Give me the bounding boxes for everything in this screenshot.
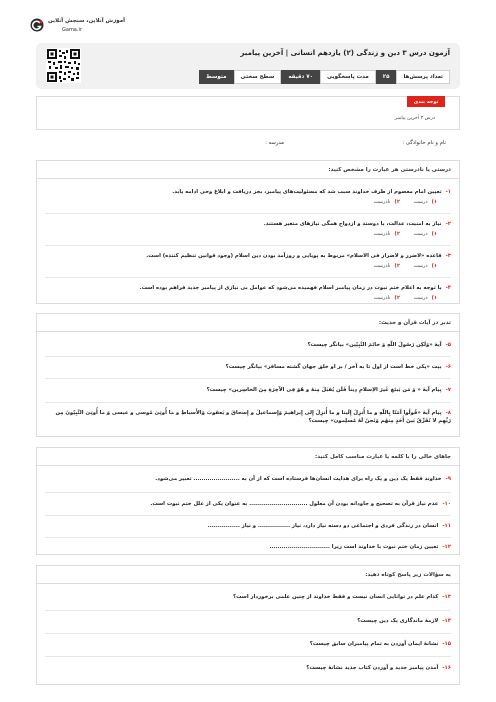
question-text (43, 617, 451, 625)
notes-text: درس ۳ آخرین پیامبر (394, 116, 435, 121)
section-header (37, 448, 459, 466)
question-text (43, 522, 451, 530)
option-false[interactable]: ۲)نادرست (373, 199, 400, 205)
info-duration-value: ۷۰ دقیقه (281, 70, 320, 84)
option-true[interactable]: ۱)درست (413, 263, 437, 269)
notes-panel (36, 96, 460, 130)
divider (45, 537, 451, 538)
question-body: آیهٔ «وَلٰکِن رَسُولَ اللّهِ وَ خاتَمَ النَّبِیّین» بیانگر چیست؟ (307, 342, 442, 348)
option-true[interactable]: ۱)درست (413, 199, 437, 205)
question-text (43, 593, 451, 601)
question-text (43, 284, 451, 292)
question-number: ۱۵- (442, 641, 451, 647)
gama-logo-icon (30, 18, 44, 32)
option-true[interactable]: ۱)درست (413, 295, 437, 301)
info-questions-label: تعداد پرسش‌ها (396, 70, 450, 84)
question-item (43, 640, 451, 648)
info-difficulty-label: سطح سختی (234, 70, 282, 84)
divider (45, 656, 451, 657)
exam-title: آزمون درس ۳ دین و زندگی (۲) یازدهم انسانی | آخرین پیامبر (240, 49, 450, 57)
question-text (43, 363, 451, 371)
divider (45, 633, 451, 634)
question-number: ۶- (445, 364, 451, 370)
info-difficulty-value: متوسط (199, 70, 233, 84)
brand-site: Gama.ir (62, 27, 82, 33)
question-item (43, 522, 451, 530)
question-body: انسان در زندگی فردی و اجتماعی دو دسته نیاز دارد، نیاز ................ و نیاز ................ (207, 523, 439, 529)
divider (45, 245, 451, 246)
question-item (43, 386, 451, 394)
question-number: ۱- (445, 189, 451, 195)
question-number: ۷- (445, 387, 451, 393)
divider (45, 378, 451, 379)
answer-options (43, 295, 451, 301)
option-false[interactable]: ۲)نادرست (373, 231, 400, 237)
question-body: پیام آیهٔ « وَ مَن یَبتَغِ غَیرَ الاِسلامِ دِیناً فَلَن یُقبَلَ مِنهُ و هُوَ فِی الآخِرَةِ مِنَ الخاسِرین» چیست؟ (206, 387, 442, 393)
question-text (43, 664, 451, 672)
question-body: قاعده «لاضرر و لاضرار فی الاسلام» مربوط به پویایی و روزآمد بودن دین اسلام (وجود قوانین تنظیم کننده) است. (146, 253, 442, 259)
section-title: تدبر در آیات قرآن و حدیث: (378, 320, 451, 326)
question-body: تعیین زمان ختم نبوت با خداوند است زیرا .............................. (269, 544, 439, 550)
info-duration-label: مدت پاسخگویی (320, 70, 376, 84)
question-item (43, 284, 451, 301)
question-body: نیاز به امنیت، عدالت، با دوستد و ازدواج همگی نیازهای متغیر هستند. (263, 221, 442, 227)
question-item (43, 341, 451, 349)
question-item (43, 664, 451, 672)
question-number: ۳- (445, 253, 451, 259)
question-body: با توجه به اعلام ختم نبوت در زمان پیامبر اسلام فهمیده می‌شود که عوامل بی نیازی از پیامبر جدید فراهم بوده است. (139, 285, 442, 291)
divider (45, 492, 451, 493)
question-text (43, 386, 451, 394)
option-false[interactable]: ۲)نادرست (373, 263, 400, 269)
question-number: ۱۴- (442, 618, 451, 624)
question-text (43, 640, 451, 648)
question-body: تعیین امام معصوم از طرف خداوند سبب شد که مسئولیت‌های پیامبر، بجز دریافت و ابلاغ وحی ادامه یابد. (172, 189, 442, 195)
question-number: ۲- (445, 221, 451, 227)
question-body: کدام علم در توانایی انسان نیست و فقط خداوند از چنین علمی برخوردار است؟ (233, 594, 439, 600)
brand-name: آموزش آنلاین، سنجش آنلاین (48, 18, 126, 24)
section-short-answer (36, 565, 460, 685)
question-item (43, 188, 451, 205)
section-header (37, 161, 459, 179)
option-true[interactable]: ۱)درست (413, 231, 437, 237)
divider (45, 356, 451, 357)
answer-options (43, 199, 451, 205)
section-quran (36, 313, 460, 437)
student-name-label: نام و نام خانوادگی : (402, 140, 446, 146)
question-number: ۸- (445, 410, 451, 416)
section-header (37, 566, 459, 584)
school-label: مدرسه : (265, 140, 284, 146)
question-body: پیام آیهٔ «قُولُوا آمَنّا بِاللّهِ و ما أُنزِلَ إِلَینا و ما أُنزِلَ إِلی إِبراهیمَ وَإِسماعیلَ و إِسحاقَ و یَعقوبَ وَالأَسباطِ و ما أُوتِیَ مُوسی و عیسی وَ ما أُوتِیَ النَّبِیّونَ مِن رَبِّهِم لا نُفَرِّقُ بَینَ أَحَدٍ مِنهُم وَنَحنُ لَهُ مُسلِمون» چیست؟ (55, 410, 451, 424)
question-item (43, 593, 451, 601)
question-item (43, 409, 451, 425)
question-text (43, 220, 451, 228)
divider (45, 515, 451, 516)
question-item (43, 543, 451, 551)
section-title: درستی یا نادرستی هر عبارت را مشخص کنید: (328, 167, 451, 173)
question-item (43, 252, 451, 269)
question-number: ۱۲- (442, 544, 451, 550)
question-text (43, 252, 451, 260)
question-text (43, 409, 451, 425)
question-item (43, 617, 451, 625)
exam-info-row (199, 70, 450, 84)
question-body: آمدن پیامبر جدید و آوردن کتاب جدید نشانهٔ چیست؟ (306, 665, 439, 671)
question-number: ۹- (445, 476, 451, 482)
question-item (43, 475, 451, 483)
qr-code-icon (46, 48, 81, 83)
student-info-row (36, 137, 460, 151)
divider (45, 213, 451, 214)
section-title: جاهای خالی را با کلمه یا عبارت مناسب کامل کنید: (315, 454, 451, 460)
question-text (43, 500, 451, 508)
question-body: نشانهٔ ایمان آوردن به تمام پیامبران سابق چیست؟ (309, 641, 439, 647)
section-title: به سؤالات زیر پاسخ کوتاه دهید: (365, 572, 451, 578)
divider (45, 402, 451, 403)
exam-title-box (36, 43, 460, 89)
brand-header (0, 16, 496, 36)
section-fill-blanks (36, 447, 460, 555)
option-false[interactable]: ۲)نادرست (373, 295, 400, 301)
question-text (43, 475, 451, 483)
question-item (43, 363, 451, 371)
notes-badge: توجه بندی (407, 96, 445, 107)
info-questions-value: ۲۵ (376, 70, 397, 84)
question-number: ۴- (445, 285, 451, 291)
question-item (43, 220, 451, 237)
question-number: ۱۱- (442, 523, 451, 529)
question-body: لازمهٔ ماندگاری یک دین چیست؟ (357, 618, 439, 624)
question-body: خداوند فقط یک دین و یک راه برای هدایت انسان‌ها فرستاده است که از آن به ....................... تعبیر می‌شود. (155, 476, 442, 482)
question-text (43, 188, 451, 196)
question-item (43, 500, 451, 508)
question-number: ۱۶- (442, 665, 451, 671)
question-body: عدم نیاز قرآن به تصحیح و جاودانه بودن آن معلول ............................. به عنوان یکی از علل ختم نبوت است. (150, 501, 439, 507)
question-number: ۵- (445, 342, 451, 348)
answer-options (43, 263, 451, 269)
question-number: ۱۰- (442, 501, 451, 507)
question-text (43, 543, 451, 551)
divider (45, 610, 451, 611)
question-body: بیت «یکی خط است از اول تا به آخر / بر او خلق جهان گشته مسافر» بیانگر چیست؟ (225, 364, 442, 370)
question-number: ۱۳- (442, 594, 451, 600)
section-header (37, 314, 459, 332)
section-true-false (36, 160, 460, 304)
question-text (43, 341, 451, 349)
divider (45, 277, 451, 278)
answer-options (43, 231, 451, 237)
